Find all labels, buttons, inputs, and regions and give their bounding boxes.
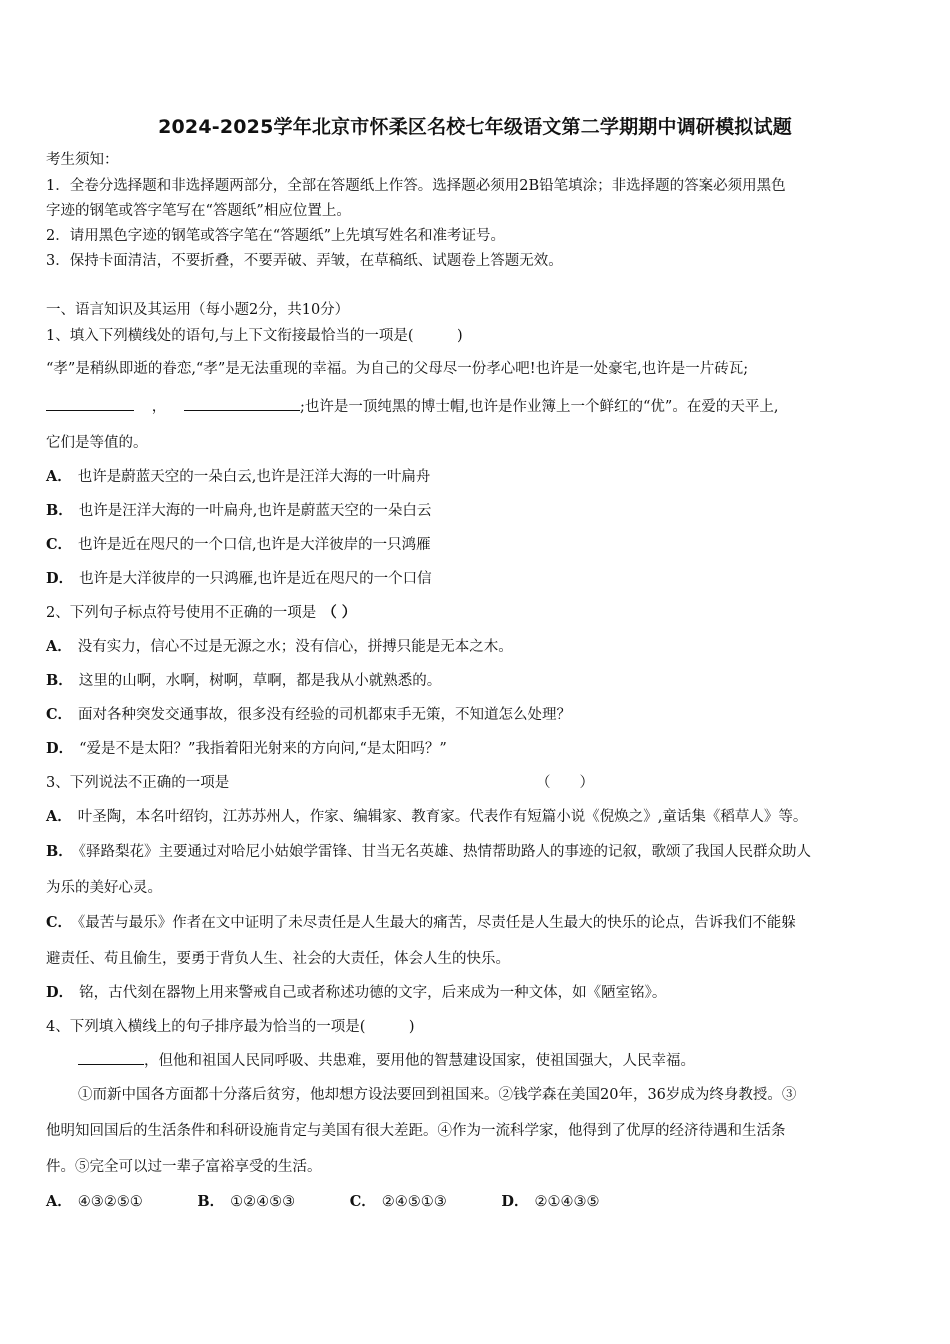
option-text: “爱是不是太阳？”我指着阳光射来的方向问,“是太阳吗？” [79,741,447,757]
option-letter: D． [46,984,74,1001]
notice-item: 3．保持卡面清洁，不要折叠，不要弄破、弄皱，在草稿纸、试题卷上答题无效。 [46,253,563,269]
q4-options [46,1192,599,1212]
option-text: 叶圣陶，本名叶绍钧，江苏苏州人，作家、编辑家、教育家。代表作有短篇小说《倪焕之》,童话集《稻草人》等。 [77,809,808,825]
q2-option-d [46,739,447,759]
q4-option-a [46,1192,143,1212]
option-letter: A． [46,638,72,655]
option-text: ②①④③⑤ [534,1194,600,1210]
q2-option-b [46,671,441,691]
q3-stem [46,773,594,793]
q4-para-line: 他明知回国后的生活条件和科研设施肯定与美国有很大差距。④作为一流科学家，他得到了优厚的经济待遇和生活条 [46,1123,786,1139]
q2-option-c [46,705,571,725]
q1-passage-text: ;也许是一顶纯黑的博士帽,也许是作业簿上一个鲜红的“优”。在爱的天平上, [300,399,779,415]
option-text: 没有实力，信心不过是无源之水；没有信心，拼搏只能是无本之木。 [77,639,513,655]
q3-option-c [46,913,796,933]
option-letter: D． [46,740,74,757]
answer-blank[interactable] [184,396,300,411]
section-heading: 一、语言知识及其运用（每小题2分，共10分） [46,302,350,318]
answer-paren: （ ） [322,604,357,621]
answer-paren: （ ） [536,775,594,791]
option-letter: A． [46,1193,72,1210]
q4-option-c [350,1192,447,1212]
option-letter: D． [501,1193,529,1210]
option-letter: C． [46,706,73,723]
q1-passage-line [46,396,778,417]
q1-option-d [46,569,432,589]
option-text: 也许是蔚蓝天空的一朵白云,也许是汪洋大海的一叶扁舟 [77,469,431,485]
option-letter: D． [46,570,74,587]
option-text: ②④⑤①③ [381,1194,447,1210]
option-letter: B． [46,843,73,860]
q4-stem: 4、下列填入横线上的句子排序最为恰当的一项是( ) [46,1019,415,1035]
option-letter: A． [46,468,72,485]
q1-passage-line: 它们是等值的。 [46,435,148,451]
answer-blank[interactable] [46,396,134,411]
q2-stem [46,603,356,623]
notice-item: 2．请用黑色字迹的钢笔或答字笔在“答题纸”上先填写姓名和准考证号。 [46,228,506,244]
q1-stem: 1、填入下列横线处的语句,与上下文衔接最恰当的一项是( ) [46,328,463,344]
q2-stem-text: 2、下列句子标点符号使用不正确的一项是 [46,605,317,621]
option-text: ①②④⑤③ [230,1194,296,1210]
option-letter: C． [46,536,73,553]
option-letter: B． [46,672,73,689]
option-text: 《驿路梨花》主要通过对哈尼小姑娘学雷锋、甘当无名英雄、热情帮助路人的事迹的记叙，歌颂了我国人民群众助人 [78,844,812,860]
option-text: 面对各种突发交通事故，很多没有经验的司机都束手无策，不知道怎么处理？ [78,707,572,723]
option-letter: C． [46,914,73,931]
q2-option-a [46,637,513,657]
option-letter: A． [46,808,72,825]
option-text: 《最苦与最乐》作者在文中证明了未尽责任是人生最大的痛苦，尽责任是人生最大的快乐的论点，告诉我们不能躲 [78,915,796,931]
option-text: 也许是大洋彼岸的一只鸿雁,也许是近在咫尺的一个口信 [79,571,432,587]
notice-heading: 考生须知： [46,152,119,168]
q3-option-b-cont: 为乐的美好心灵。 [46,880,162,896]
q1-passage-line: “孝”是稍纵即逝的眷恋,“孝”是无法重现的幸福。为自己的父母尽一份孝心吧!也许是一处豪宅,也许是一片砖瓦; [46,361,749,377]
notice-item: 1．全卷分选择题和非选择题两部分，全部在答题纸上作答。选择题必须用2B铅笔填涂；非选择题的答案必须用黑色 [46,178,786,194]
q4-para-line: 件。⑤完全可以过一辈子富裕享受的生活。 [46,1159,322,1175]
option-letter: C． [349,1193,376,1210]
q4-option-b [197,1192,295,1212]
q3-stem-text: 3、下列说法不正确的一项是 [46,775,230,791]
option-letter: B． [46,502,73,519]
option-text: 铭，古代刻在器物上用来警戒自己或者称述功德的文字，后来成为一种文体，如《陋室铭》。 [79,985,667,1001]
comma: ， [151,399,167,415]
answer-blank[interactable] [78,1050,144,1065]
q4-sentence-text: ，但他和祖国人民同呼吸、共患难，要用他的智慧建设国家，使祖国强大，人民幸福。 [144,1053,695,1069]
q4-option-d [501,1192,599,1212]
option-text: 也许是汪洋大海的一叶扁舟,也许是蔚蓝天空的一朵白云 [78,503,432,519]
q3-option-c-cont: 避责任、苟且偷生，要勇于背负人生、社会的大责任，体会人生的快乐。 [46,951,510,967]
option-letter: B． [197,1193,225,1210]
notice-item: 字迹的钢笔或答字笔写在“答题纸”相应位置上。 [46,203,351,219]
option-text: ④③②⑤① [77,1194,143,1210]
q3-option-b [46,842,811,862]
q4-sentence [78,1050,695,1071]
option-text: 这里的山啊，水啊，树啊，草啊，都是我从小就熟悉的。 [78,673,442,689]
q1-option-a [46,467,430,487]
q1-option-b [46,501,431,521]
page-title: 2024-2025学年北京市怀柔区名校七年级语文第二学期期中调研模拟试题 [158,116,792,138]
q3-option-a [46,807,807,827]
q1-option-c [46,535,431,555]
option-text: 也许是近在咫尺的一个口信,也许是大洋彼岸的一只鸿雁 [78,537,431,553]
q4-para-line: ①而新中国各方面都十分落后贫穷，他却想方设法要回到祖国来。②钱学森在美国20年，36岁成为终身教授。③ [78,1087,797,1103]
q3-option-d [46,983,666,1003]
